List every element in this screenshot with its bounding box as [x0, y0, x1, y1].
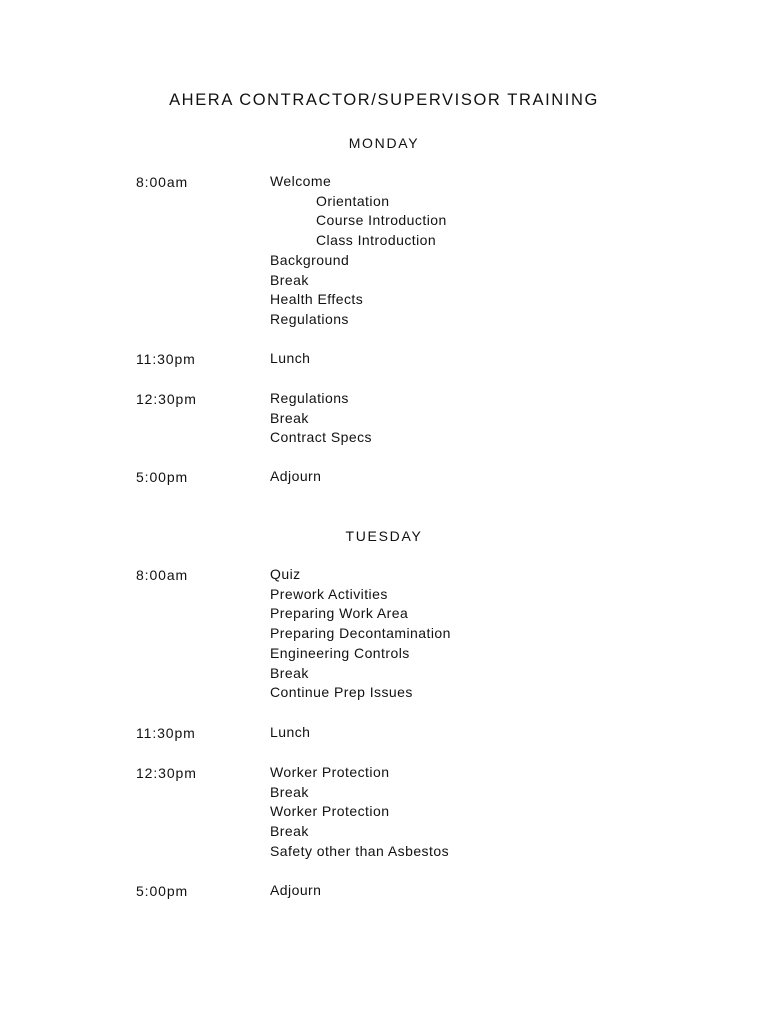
agenda-item: Preparing Decontamination — [270, 625, 451, 642]
session-time: 12:30pm — [136, 765, 197, 781]
agenda-item: Break — [270, 823, 309, 840]
session-agenda — [270, 389, 750, 448]
session-agenda — [270, 565, 750, 703]
session-agenda — [270, 349, 750, 369]
agenda-item: Adjourn — [270, 468, 322, 484]
agenda-item: Break — [270, 271, 309, 288]
agenda-subitem: Class Introduction — [316, 232, 437, 249]
session-time: 8:00am — [136, 567, 189, 583]
agenda-item: Break — [270, 783, 309, 800]
agenda-subitem: Course Introduction — [316, 212, 447, 229]
agenda-item: Preparing Work Area — [270, 605, 409, 622]
agenda-item: Worker Protection — [270, 803, 390, 820]
agenda-subitem: Orientation — [316, 192, 390, 209]
day-heading-tuesday: TUESDAY — [345, 528, 423, 544]
session-agenda — [270, 881, 750, 901]
agenda-item: Engineering Controls — [270, 644, 410, 661]
agenda-item: Continue Prep Issues — [270, 684, 413, 701]
agenda-item: Quiz — [270, 566, 301, 582]
session-time: 5:00pm — [136, 883, 189, 899]
session-time: 11:30pm — [136, 351, 196, 367]
agenda-item: Health Effects — [270, 291, 364, 308]
agenda-item: Lunch — [270, 724, 311, 740]
agenda-item: Regulations — [270, 310, 349, 327]
agenda-item: Adjourn — [270, 882, 322, 898]
session-agenda — [270, 172, 750, 330]
agenda-item: Welcome — [270, 173, 332, 189]
agenda-item: Lunch — [270, 350, 311, 366]
agenda-item: Break — [270, 409, 309, 426]
agenda-item: Safety other than Asbestos — [270, 842, 450, 859]
agenda-item: Regulations — [270, 390, 349, 406]
day-heading-monday: MONDAY — [348, 135, 420, 151]
session-time: 12:30pm — [136, 391, 197, 407]
session-time: 11:30pm — [136, 725, 196, 741]
session-time: 5:00pm — [136, 469, 189, 485]
session-agenda — [270, 467, 750, 487]
document-title: AHERA CONTRACTOR/SUPERVISOR TRAINING — [169, 91, 599, 109]
session-time: 8:00am — [136, 174, 189, 190]
agenda-item: Background — [270, 251, 350, 268]
agenda-item: Contract Specs — [270, 429, 373, 446]
session-agenda — [270, 723, 750, 743]
agenda-item: Prework Activities — [270, 585, 388, 602]
agenda-item: Break — [270, 664, 309, 681]
session-agenda — [270, 763, 750, 862]
agenda-item: Worker Protection — [270, 764, 390, 780]
